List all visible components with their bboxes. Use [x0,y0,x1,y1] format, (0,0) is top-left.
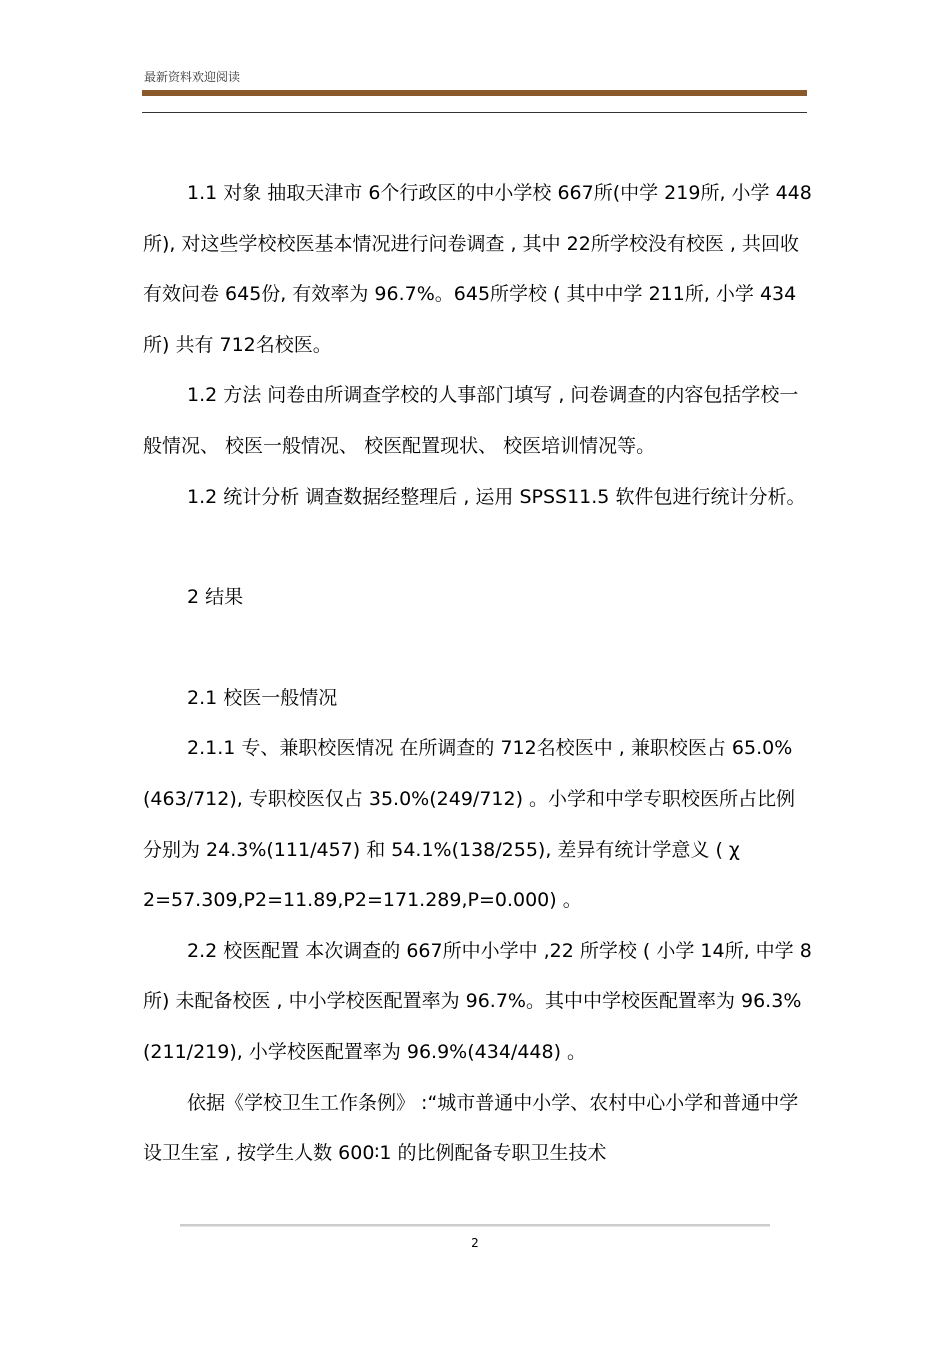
paragraph-2-2: 2.2 校医配置 本次调查的 667所中小学中 ,22 所学校 ( 小学 14所, 中学 8 所) 未配备校医 , 中小学校医配置率为 96.7%。其中中学校医配置率为 96.3%(211/219), 小学校医配置率为 96.9%(434/448) 。 [143,939,812,1063]
section-heading-results: 2 结果 [187,586,244,609]
subsection-heading-2-1: 2.1 校医一般情况 [187,686,338,709]
running-header: 最新资料欢迎阅读 [144,70,241,84]
document-body [143,168,813,1179]
header-rule-thick [142,90,807,96]
paragraph-regulation: 依据《学校卫生工作条例》 :“城市普通中小学、农村中心小学和普通中学设卫生室 , 按学生人数 600∶1 的比例配备专职卫生技术 [143,1091,799,1165]
paragraph-1-2: 1.2 方法 问卷由所调查学校的人事部门填写 , 问卷调查的内容包括学校一般情况、 校医一般情况、 校医配置现状、 校医培训情况等。 [143,384,799,457]
header-rule-thin [142,112,807,113]
paragraph-1-2-stats: 1.2 统计分析 调查数据经整理后 , 运用 SPSS11.5 软件包进行统计分析。 [187,485,806,508]
paragraph-1-1: 1.1 对象 抽取天津市 6个行政区的中小学校 667所(中学 219所, 小学 448所), 对这些学校校医基本情况进行问卷调查 , 其中 22所学校没有校医 , 共回收有效问卷 645份, 有效率为 96.7%。645所学校 ( 其中中学 211所, 小学 434所) 共有 712名校医。 [143,182,812,356]
footer-rule [180,1224,770,1227]
page-number: 2 [471,1236,479,1250]
paragraph-2-1-1: 2.1.1 专、兼职校医情况 在所调查的 712名校医中 , 兼职校医占 65.0%(463/712), 专职校医仅占 35.0%(249/712) 。小学和中学专职校医所占比例分别为 24.3%(111/457) 和 54.1%(138/255), 差异有统计学意义 ( χ 2=57.309,P2=11.89,P2=171.289,P=0.000) 。 [143,737,796,912]
